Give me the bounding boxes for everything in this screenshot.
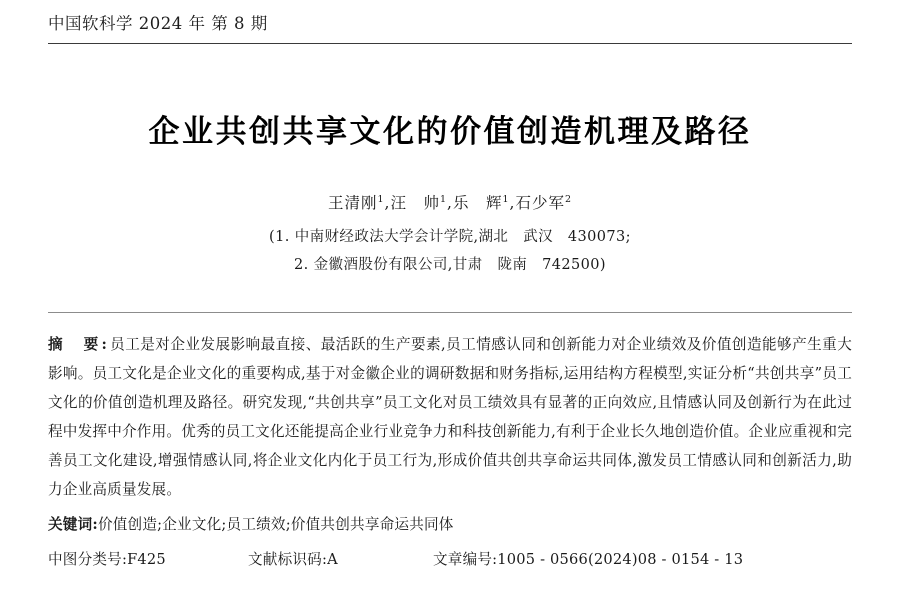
clc-number: 中图分类号:F425	[48, 551, 166, 569]
affiliation-line: 2. 金徽酒股份有限公司,甘肃 陇南 742500)	[294, 256, 606, 273]
keywords-text: 价值创造;企业文化;员工绩效;价值共创共享命运共同体	[97, 516, 454, 534]
running-head: 中国软科学 2024 年 第 8 期	[48, 14, 268, 33]
author-entry: 汪 帅$^1$	[390, 193, 448, 212]
affiliations	[48, 224, 852, 279]
author-entry: 石少军$^2$	[515, 193, 573, 212]
page-title: 企业共创共享文化的价值创造机理及路径	[148, 114, 752, 150]
abstract-text: 员工是对企业发展影响最直接、最活跃的生产要素,员工情感认同和创新能力对企业绩效及价值创造能够产生重大影响。员工文化是企业文化的重要构成,基于对金徽企业的调研数据和财务指标,运用结构方程模型,实证分析“共创共享”员工文化的价值创造机理及路径。研究发现,“共创共享”员工文化对员工绩效具有显著的正向效应,且情感认同及创新行为在此过程中发挥中介作用。优秀的员工文化还能提高企业行业竞争力和科技创新能力,有利于企业长久地创造价值。企业应重视和完善员工文化建设,增强情感认同,将企业文化内化于员工行为,形成价值共创共享命运共同体,激发员工情感认同和创新活力,助力企业高质量发展。	[48, 336, 852, 498]
keywords-label: 关键词:	[48, 516, 98, 534]
author-entry: 乐 辉$^1$	[452, 193, 510, 212]
author-entry: 王清刚$^1$	[327, 193, 385, 212]
author-affil-marker: 1	[377, 193, 385, 205]
author-affil-marker: 1	[439, 193, 448, 205]
affiliation-line: (1. 中南财经政法大学会计学院,湖北 武汉 430073;	[269, 229, 631, 245]
abstract-divider	[48, 312, 852, 313]
article-id: 文章编号:1005 - 0566(2024)08 - 0154 - 13	[433, 551, 744, 569]
classification-codes	[48, 548, 852, 569]
document-code: 文献标识码:A	[248, 551, 338, 569]
author-affil-marker: 1	[502, 193, 510, 205]
abstract	[48, 331, 852, 504]
abstract-label: 摘 要:	[48, 336, 110, 354]
keywords	[48, 511, 852, 539]
author-list: 王清刚$^1$,汪 帅$^1$,乐 辉$^1$,石少军$^2$	[327, 193, 573, 212]
header-divider	[48, 43, 852, 44]
author-affil-marker: 2	[564, 193, 573, 205]
